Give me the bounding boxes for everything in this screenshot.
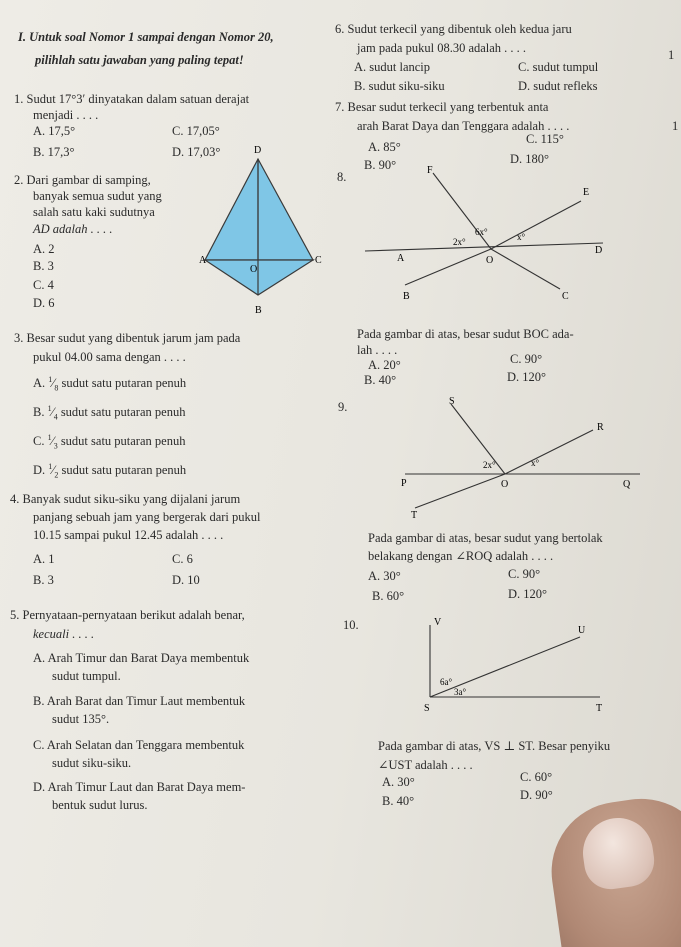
- q8-text-1: Pada gambar di atas, besar sudut BOC ada-: [357, 327, 574, 341]
- q9-number: 9.: [338, 400, 348, 414]
- edge-number-2: 1: [672, 119, 679, 133]
- edge-number-1: 1: [668, 48, 675, 62]
- q6-option-d[interactable]: D. sudut refleks: [518, 79, 598, 93]
- q6-option-a[interactable]: A. sudut lancip: [354, 60, 431, 74]
- q9-ray-OT: [415, 474, 505, 508]
- q6-option-b[interactable]: B. sudut siku-siku: [354, 79, 445, 93]
- q3-option-d[interactable]: D. $^1⁄_2$ sudut satu putaran penuh: [33, 462, 187, 480]
- q6-line-2: jam pada pukul 08.30 adalah . . . .: [357, 41, 527, 55]
- q10-label-v: V: [434, 617, 442, 628]
- q8-ray-OE: [491, 201, 581, 249]
- q10-text-1: Pada gambar di atas, VS ⊥ ST. Besar penyiku: [378, 739, 611, 753]
- q5-line-2: kecuali . . . .: [33, 627, 95, 641]
- q8-option-d[interactable]: D. 120°: [507, 370, 547, 384]
- q5-option-b-line-1[interactable]: B. Arah Barat dan Timur Laut membentuk: [33, 694, 246, 708]
- q7-line-1: 7. Besar sudut terkecil yang terbentuk anta: [335, 100, 549, 114]
- q4-option-d[interactable]: D. 10: [172, 573, 200, 587]
- q4-line-2: panjang sebuah jam yang bergerak dari pukul: [33, 510, 261, 524]
- q2-line-4: AD adalah . . . .: [33, 222, 113, 236]
- q7-option-a[interactable]: A. 85°: [368, 140, 401, 154]
- q2-upper-triangle: [205, 159, 313, 260]
- q1-line-1: 1. Sudut 17°3′ dinyatakan dalam satuan derajat: [14, 92, 250, 106]
- q5-option-c-line-2: sudut siku-siku.: [52, 756, 132, 770]
- q10-label-u: U: [578, 625, 586, 636]
- q10-option-d[interactable]: D. 90°: [520, 788, 553, 802]
- q10-angle-label-6a: 6a°: [440, 677, 453, 687]
- q8-angle-label-2x: 2x°: [453, 237, 466, 247]
- q9-angle-label-2x: 2x°: [483, 460, 496, 470]
- q10-ray-SU: [430, 637, 580, 697]
- q8-option-a[interactable]: A. 20°: [368, 358, 401, 372]
- q8-option-c[interactable]: C. 90°: [510, 352, 543, 366]
- q10-option-b[interactable]: B. 40°: [382, 794, 415, 808]
- q6-line-1: 6. Sudut terkecil yang dibentuk oleh kedua jaru: [335, 22, 572, 36]
- q8-label-f: F: [427, 165, 433, 176]
- q2-label-c: C: [315, 255, 322, 266]
- q4-option-b[interactable]: B. 3: [33, 573, 54, 587]
- q2-option-b[interactable]: B. 3: [33, 259, 54, 273]
- q2-label-o: O: [250, 264, 258, 275]
- q9-angle-figure: [385, 390, 650, 520]
- q8-ray-OB: [405, 249, 494, 285]
- q1-option-c[interactable]: C. 17,05°: [172, 124, 220, 138]
- q9-text-2: belakang dengan ∠ROQ adalah . . . .: [368, 549, 554, 563]
- q1-option-b[interactable]: B. 17,3°: [33, 145, 75, 159]
- q8-number: 8.: [337, 170, 347, 184]
- q5-option-d-line-2: bentuk sudut lurus.: [52, 798, 148, 812]
- q8-label-c: C: [562, 291, 569, 302]
- q7-line-2: arah Barat Daya dan Tenggara adalah . . . .: [357, 119, 570, 133]
- q8-ray-OC: [491, 249, 560, 289]
- q2-lower-triangle: [205, 260, 313, 295]
- q10-option-a[interactable]: A. 30°: [382, 775, 415, 789]
- q2-option-d[interactable]: D. 6: [33, 296, 55, 310]
- q10-angle-label-3a: 3a°: [454, 687, 467, 697]
- q10-number: 10.: [343, 618, 359, 632]
- q9-label-s: S: [449, 396, 455, 407]
- q9-label-p: P: [401, 478, 407, 489]
- q5-line-1: 5. Pernyataan-pernyataan berikut adalah benar,: [10, 608, 245, 622]
- q10-label-t: T: [596, 703, 603, 714]
- q10-angle-figure: [400, 615, 620, 725]
- q2-label-a: A: [199, 255, 207, 266]
- q8-label-d: D: [595, 245, 603, 256]
- q7-option-c[interactable]: C. 115°: [526, 132, 564, 146]
- q5-option-d-line-1[interactable]: D. Arah Timur Laut dan Barat Daya mem-: [33, 780, 246, 794]
- q9-ray-OR: [505, 430, 593, 474]
- q4-option-a[interactable]: A. 1: [33, 552, 55, 566]
- q3-option-b[interactable]: B. $^1⁄_4$ sudut satu putaran penuh: [33, 404, 186, 422]
- q4-line-1: 4. Banyak sudut siku-siku yang dijalani jarum: [10, 492, 241, 506]
- q2-option-a[interactable]: A. 2: [33, 242, 55, 256]
- q9-label-q: Q: [623, 479, 631, 490]
- q8-label-b: B: [403, 291, 410, 302]
- q9-label-t: T: [411, 510, 418, 521]
- q8-label-a: A: [397, 253, 405, 264]
- q8-text-2: lah . . . .: [357, 343, 398, 357]
- q8-label-e: E: [583, 187, 590, 198]
- q1-option-a[interactable]: A. 17,5°: [33, 124, 76, 138]
- q9-option-c[interactable]: C. 90°: [508, 567, 541, 581]
- q9-text-1: Pada gambar di atas, besar sudut yang bertolak: [368, 531, 603, 545]
- instruction-line-2: pilihlah satu jawaban yang paling tepat!: [35, 53, 244, 67]
- q9-angle-label-x: x°: [531, 458, 540, 468]
- q10-text-2: ∠UST adalah . . . .: [378, 758, 473, 772]
- q1-option-d[interactable]: D. 17,03°: [172, 145, 221, 159]
- q8-angle-label-x: x°: [517, 232, 526, 242]
- q9-label-o: O: [501, 479, 509, 490]
- q2-line-1: 2. Dari gambar di samping,: [14, 173, 151, 187]
- q8-option-b[interactable]: B. 40°: [364, 373, 397, 387]
- q8-angle-figure: [345, 165, 615, 310]
- q3-line-2: pukul 04.00 sama dengan . . . .: [33, 350, 186, 364]
- q3-option-a[interactable]: A. $^1⁄_8$ sudut satu putaran penuh: [33, 375, 187, 393]
- q8-line-AD: [365, 243, 603, 251]
- q9-ray-OS: [451, 404, 505, 474]
- q3-option-c[interactable]: C. $^1⁄_3$ sudut satu putaran penuh: [33, 433, 186, 451]
- q10-label-s: S: [424, 703, 430, 714]
- q2-label-b: B: [255, 305, 262, 316]
- q1-line-2: menjadi . . . .: [33, 108, 99, 122]
- q8-label-o: O: [486, 255, 494, 266]
- q10-option-c[interactable]: C. 60°: [520, 770, 553, 784]
- q9-option-d[interactable]: D. 120°: [508, 587, 548, 601]
- q8-angle-label-6x: 6x°: [475, 227, 488, 237]
- instruction-line-1: I. Untuk soal Nomor 1 sampai dengan Nomor 20,: [18, 30, 274, 44]
- q2-line-2: banyak semua sudut yang: [33, 189, 162, 203]
- q7-option-d[interactable]: D. 180°: [510, 152, 550, 166]
- q2-kite-figure: [195, 145, 335, 320]
- q4-option-c[interactable]: C. 6: [172, 552, 193, 566]
- q7-option-b[interactable]: B. 90°: [364, 158, 397, 172]
- q9-option-b[interactable]: B. 60°: [372, 589, 405, 603]
- q4-line-3: 10.15 sampai pukul 12.45 adalah . . . .: [33, 528, 224, 542]
- q5-option-b-line-2: sudut 135°.: [52, 712, 110, 726]
- q2-label-d: D: [254, 145, 262, 156]
- q2-option-c[interactable]: C. 4: [33, 278, 54, 292]
- q5-option-a-line-1[interactable]: A. Arah Timur dan Barat Daya membentuk: [33, 651, 250, 665]
- q3-line-1: 3. Besar sudut yang dibentuk jarum jam pada: [14, 331, 241, 345]
- q6-option-c[interactable]: C. sudut tumpul: [518, 60, 599, 74]
- q9-option-a[interactable]: A. 30°: [368, 569, 401, 583]
- q9-label-r: R: [597, 422, 604, 433]
- q5-option-c-line-1[interactable]: C. Arah Selatan dan Tenggara membentuk: [33, 738, 245, 752]
- q2-line-3: salah satu kaki sudutnya: [33, 205, 155, 219]
- q5-option-a-line-2: sudut tumpul.: [52, 669, 121, 683]
